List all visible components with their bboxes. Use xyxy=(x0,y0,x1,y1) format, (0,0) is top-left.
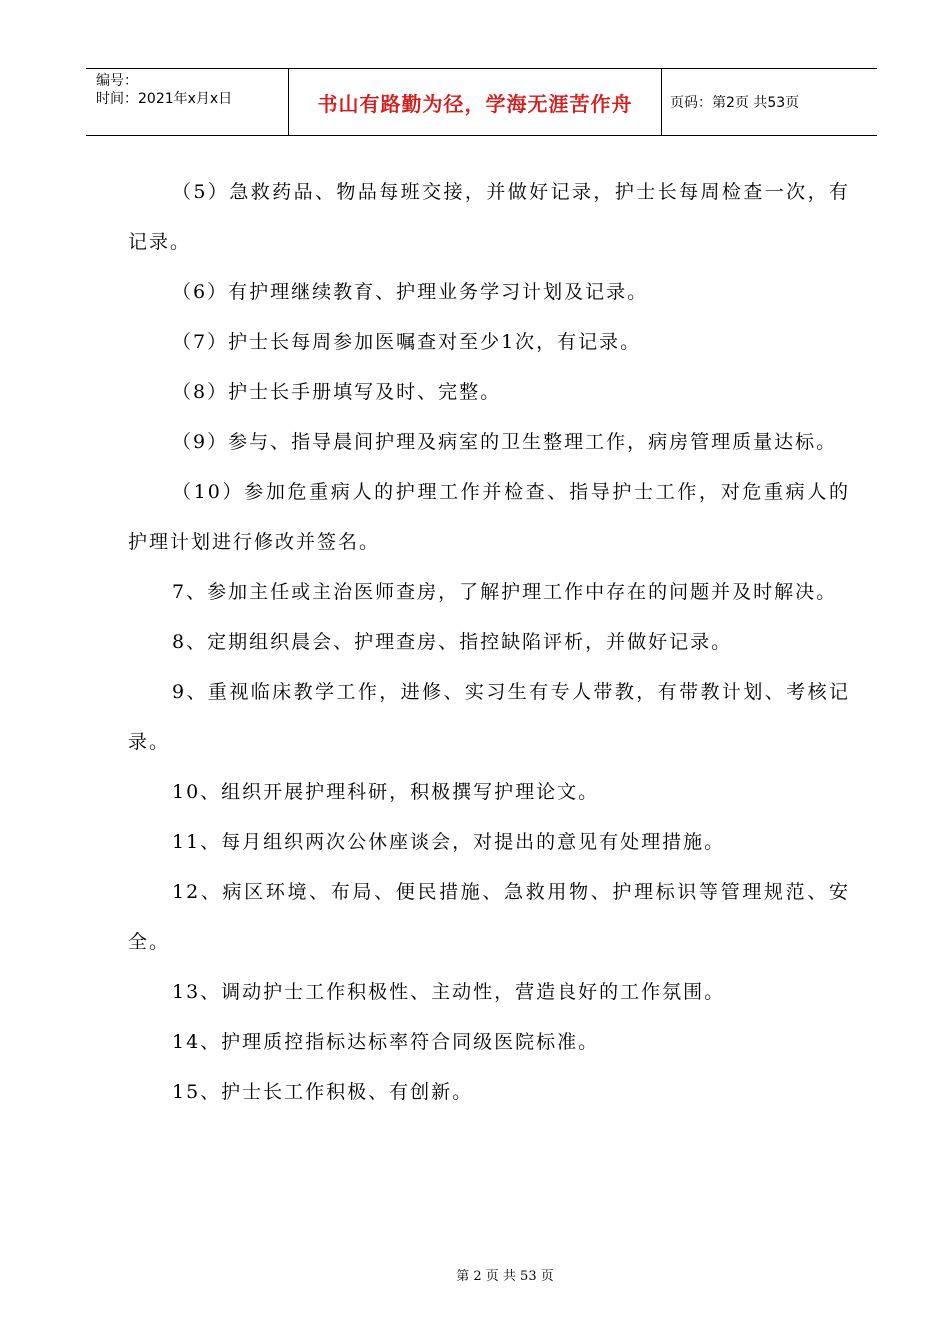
paragraph: （8）护士长手册填写及时、完整。 xyxy=(172,381,502,403)
page-footer: 第 2 页 共 53 页 xyxy=(456,1269,554,1284)
header-motto: 书山有路勤为径，学海无涯苦作舟 xyxy=(317,91,633,116)
page-header xyxy=(86,68,877,136)
header-motto-cell xyxy=(288,69,662,135)
paragraph: 10、组织开展护理科研，积极撰写护理论文。 xyxy=(172,781,600,803)
header-page-number: 页码：第2页 共53页 xyxy=(670,95,800,111)
header-page-cell xyxy=(662,69,877,135)
paragraph: 8、定期组织晨会、护理查房、指控缺陷评析，并做好记录。 xyxy=(172,631,733,653)
paragraph: （6）有护理继续教育、护理业务学习计划及记录。 xyxy=(172,281,649,303)
paragraph: 15、护士长工作积极、有创新。 xyxy=(172,1081,474,1103)
paragraph: （5）急救药品、物品每班交接，并做好记录，护士长每周检查一次，有记录。 xyxy=(128,181,850,253)
paragraph: 7、参加主任或主治医师查房，了解护理工作中存在的问题并及时解决。 xyxy=(172,581,838,603)
paragraph: 12、病区环境、布局、便民措施、急救用物、护理标识等管理规范、安全。 xyxy=(128,881,850,953)
paragraph: 11、每月组织两次公休座谈会，对提出的意见有处理措施。 xyxy=(172,831,726,853)
paragraph: 13、调动护士工作积极性、主动性，营造良好的工作氛围。 xyxy=(172,981,726,1003)
paragraph: 9、重视临床教学工作，进修、实习生有专人带教，有带教计划、考核记录。 xyxy=(128,681,850,753)
document-body xyxy=(128,167,850,1117)
paragraph: 14、护理质控指标达标率符合同级医院标准。 xyxy=(172,1031,600,1053)
paragraph: （7）护士长每周参加医嘱查对至少1次，有记录。 xyxy=(172,331,642,353)
document-number-label: 编号： xyxy=(96,73,138,89)
paragraph: （9）参与、指导晨间护理及病室的卫生整理工作，病房管理质量达标。 xyxy=(172,431,838,453)
header-meta-cell xyxy=(86,69,288,135)
document-time-label: 时间：2021年x月x日 xyxy=(96,91,233,107)
paragraph: （10）参加危重病人的护理工作并检查、指导护士工作，对危重病人的护理计划进行修改并签名。 xyxy=(128,481,850,553)
